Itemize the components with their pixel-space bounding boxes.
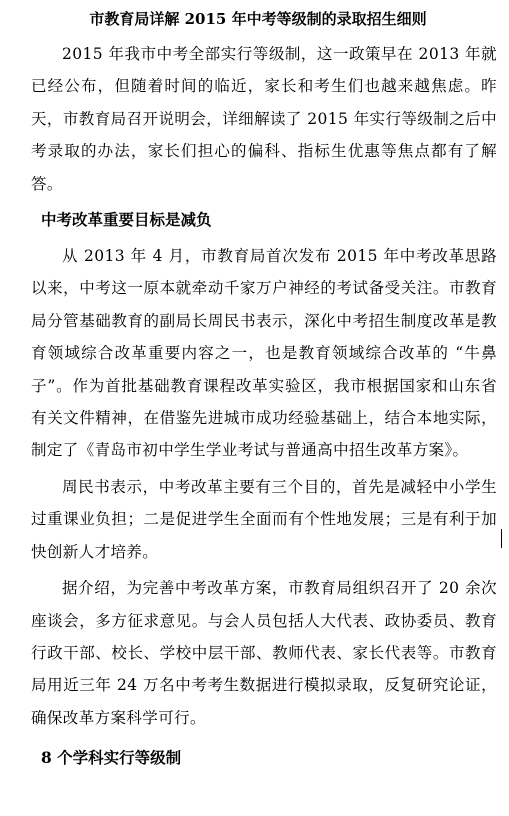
intro-paragraph: 2015 年我市中考全部实行等级制，这一政策早在 2013 年就已经公布，但随着时间的临近，家长和考生们也越来越焦虑。昨天，市教育局召开说明会，详细解读了 2015 年实行等级制之后中考录取的办法，家长们担心的偏科、指标生优惠等焦点都有了解答。 — [31, 45, 497, 193]
reform-goals-paragraph: 周民书表示，中考改革主要有三个目的，首先是减轻中小学生过重课业负担；二是促进学生全面而有个性地发展；三是有利于加快创新人才培养。 — [31, 477, 497, 561]
reform-background-paragraph: 从 2013 年 4 月，市教育局首次发布 2015 年中考改革思路以来，中考这一原本就牵动千家万户神经的考试备受关注。市教育局分管基础教育的副局长周民书表示，深化中考招生制度改革是教育领域综合改革重要内容之一，也是教育领域综合改革的 “牛鼻子”。作为首批基础教育课程改革实验区，我市根据国家和山东省有关文件精神，在借鉴先进城市成功经验基础上，结合本地实际，制定了《青岛市初中学生学业考试与普通高中招生改革方案》。 — [31, 247, 497, 460]
consultation-paragraph: 据介绍，为完善中考改革方案，市教育局组织召开了 20 余次座谈会，多方征求意见。与会人员包括人大代表、政协委员、教育行政干部、校长、学校中层干部、教师代表、家长代表等。市教育局用近三年 24 万名中考考生数据进行模拟录取，反复研究论证，确保改革方案科学可行。 — [31, 579, 497, 727]
section-heading-reduce-burden: 中考改革重要目标是减负 — [41, 210, 212, 230]
article-title: 市教育局详解 2015 年中考等级制的录取招生细则 — [89, 10, 427, 28]
text-cursor — [501, 529, 502, 548]
section-heading-grading-subjects: 8 个学科实行等级制 — [41, 748, 182, 768]
